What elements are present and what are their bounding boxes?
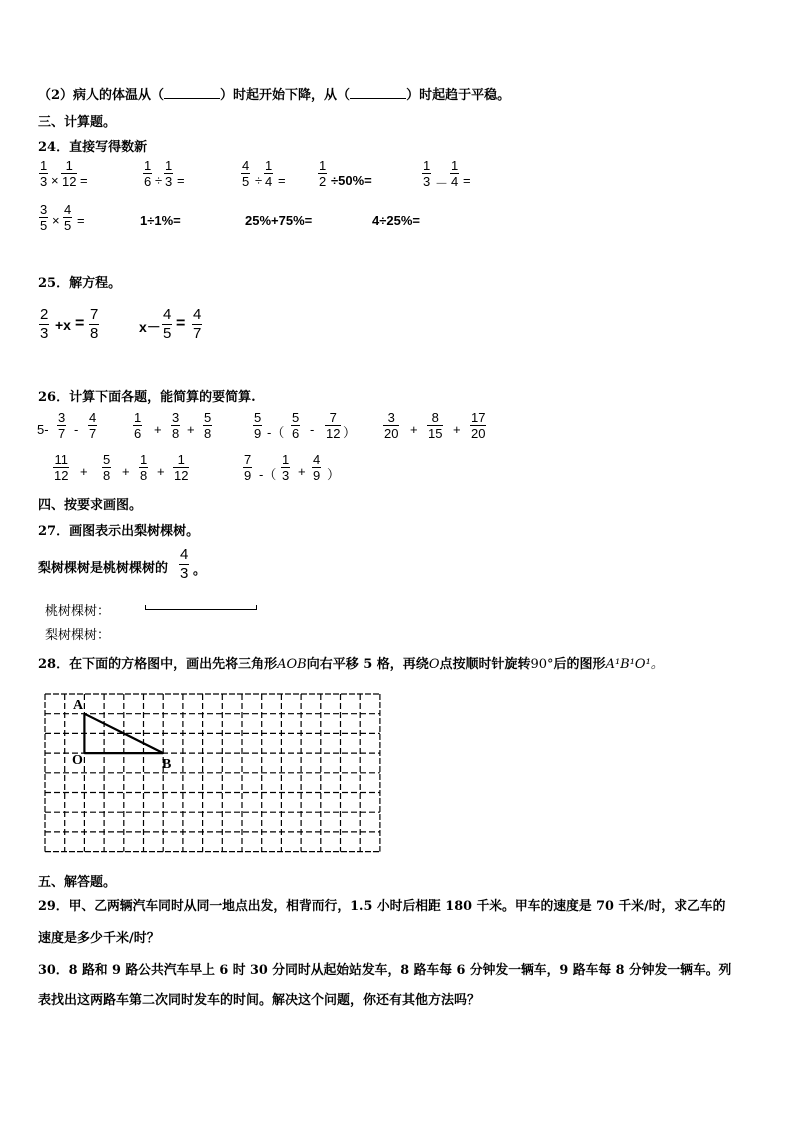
q24-item-9: 4÷25%= <box>372 213 420 228</box>
fraction: $\frac{4}{5}$ <box>64 202 72 233</box>
fraction: $\frac{1}{3}$ <box>40 158 48 189</box>
q29-line-2: 速度是多少千米/时？ <box>38 931 160 946</box>
fraction: $\frac{3}{7}$ <box>58 410 66 441</box>
operator: +x <box>55 317 71 333</box>
fraction: $\frac{1}{4}$ <box>451 158 459 189</box>
operator: - <box>74 422 79 437</box>
fraction: $\frac{8}{15}$ <box>428 410 443 441</box>
operator: + <box>410 422 418 437</box>
q30-line-1: 30．8 路和 9 路公共汽车早上 6 时 30 分同时从起始站发车，8 路车每 6 分钟发一辆车，9 路车每 8 分钟发一辆车。列 <box>38 963 732 978</box>
equals: = <box>80 173 88 188</box>
fraction: $\frac{1}{12}$ <box>174 452 189 483</box>
bar-tick-right <box>256 605 257 610</box>
pear-tree-label: 梨树棵树： <box>45 628 111 643</box>
operator: + <box>187 422 195 437</box>
operator: + <box>298 464 306 479</box>
fraction: $\frac{1}{2}$ <box>319 158 327 189</box>
operator: 5- <box>37 422 49 437</box>
vertex-label-o: O <box>72 753 83 768</box>
fraction: $\frac{5}{9}$ <box>254 410 262 441</box>
q24-item-7: 1÷1%= <box>140 213 181 228</box>
bar-tick-left <box>145 605 146 610</box>
fraction: $\frac{7}{8}$ <box>90 306 99 342</box>
section-4-heading: 四、按要求画图。 <box>38 498 143 513</box>
fraction: $\frac{4}{5}$ <box>163 306 172 342</box>
q23-text-b: ）时起开始下降，从（ <box>220 88 351 103</box>
operator: × <box>51 173 59 188</box>
operator: x－ <box>139 319 161 335</box>
operator: -（ <box>267 425 285 440</box>
equals: = <box>463 173 471 188</box>
fraction: $\frac{4}{5}$ <box>242 158 250 189</box>
q24-item-8: 25%+75%= <box>245 213 313 228</box>
operator: + <box>453 422 461 437</box>
equals: = <box>75 315 85 332</box>
fraction: $\frac{7}{9}$ <box>244 452 252 483</box>
section-3-heading: 三、计算题。 <box>38 115 117 130</box>
equals: = <box>77 213 85 228</box>
fraction: $\frac{1}{12}$ <box>62 158 77 189</box>
operator: ÷ <box>155 173 163 188</box>
equals: = <box>176 315 186 332</box>
fraction: $\frac{1}{8}$ <box>140 452 148 483</box>
fraction: $\frac{17}{20}$ <box>471 410 486 441</box>
q23-text-c: ）时起趋于平稳。 <box>406 88 511 103</box>
fraction: $\frac{3}{8}$ <box>172 410 180 441</box>
q23-part2-line <box>38 84 510 103</box>
answer-blank-2[interactable] <box>350 86 406 99</box>
operator: ÷ <box>255 173 263 188</box>
square-grid[interactable] <box>43 692 381 854</box>
fraction: $\frac{4}{7}$ <box>193 306 202 342</box>
vertex-label-a: A <box>73 698 84 713</box>
operator: + <box>122 464 130 479</box>
q29-line-1: 29．甲、乙两辆汽车同时从同一地点出发，相背而行，1.5 小时后相距 180 千米。甲车的速度是 70 千米/时，求乙车的 <box>38 899 726 914</box>
q26-title: 26．计算下面各题，能简算的要简算. <box>38 390 256 405</box>
fraction: $\frac{7}{12}$ <box>326 410 341 441</box>
fraction: $\frac{11}{12}$ <box>54 452 69 483</box>
fraction: $\frac{4}{3}$ <box>180 546 189 582</box>
fraction: $\frac{4}{9}$ <box>313 452 321 483</box>
vertex-label-b: B <box>162 757 172 772</box>
q25-title: 25．解方程。 <box>38 276 122 291</box>
operator: － <box>435 176 449 191</box>
fraction: $\frac{3}{5}$ <box>40 202 48 233</box>
fraction: $\frac{1}{3}$ <box>423 158 431 189</box>
q23-text-a: （2）病人的体温从（ <box>38 88 165 103</box>
fraction: $\frac{5}{6}$ <box>292 410 300 441</box>
peach-tree-bar <box>145 609 257 610</box>
operator: ） <box>327 467 341 482</box>
operator: -（ <box>259 467 277 482</box>
operator: ） <box>343 425 357 440</box>
q28-title: 28．在下面的方格图中，画出先将三角形AOB向右平移 5 格，再绕O点按顺时针旋转90°后的图形A¹B¹O¹。 <box>38 657 664 672</box>
fraction: $\frac{1}{6}$ <box>144 158 152 189</box>
operator: + <box>157 464 165 479</box>
fraction: $\frac{1}{6}$ <box>134 410 142 441</box>
triangle-side-ab <box>84 714 163 753</box>
q24-title: 24．直接写得数新 <box>38 140 148 155</box>
fraction: $\frac{1}{3}$ <box>165 158 173 189</box>
q30-line-2: 表找出这两路车第二次同时发车的时间。解决这个问题，你还有其他方法吗？ <box>38 993 481 1008</box>
fraction: $\frac{3}{20}$ <box>384 410 399 441</box>
operator: + <box>80 464 88 479</box>
operator: × <box>52 213 60 228</box>
fraction: $\frac{4}{7}$ <box>89 410 97 441</box>
section-5-heading: 五、解答题。 <box>38 875 117 890</box>
operator: - <box>310 422 315 437</box>
peach-tree-label: 桃树棵树： <box>45 604 111 619</box>
fraction: $\frac{1}{4}$ <box>265 158 273 189</box>
fraction: $\frac{1}{3}$ <box>282 452 290 483</box>
operator: + <box>154 422 162 437</box>
q27-title: 27．画图表示出梨树棵树。 <box>38 524 200 539</box>
operator: ÷50%= <box>331 173 372 188</box>
answer-blank-1[interactable] <box>164 86 220 99</box>
fraction: $\frac{5}{8}$ <box>103 452 111 483</box>
fraction: $\frac{5}{8}$ <box>204 410 212 441</box>
fraction: $\frac{2}{3}$ <box>40 306 49 342</box>
equals: = <box>278 173 286 188</box>
equals: = <box>177 173 185 188</box>
